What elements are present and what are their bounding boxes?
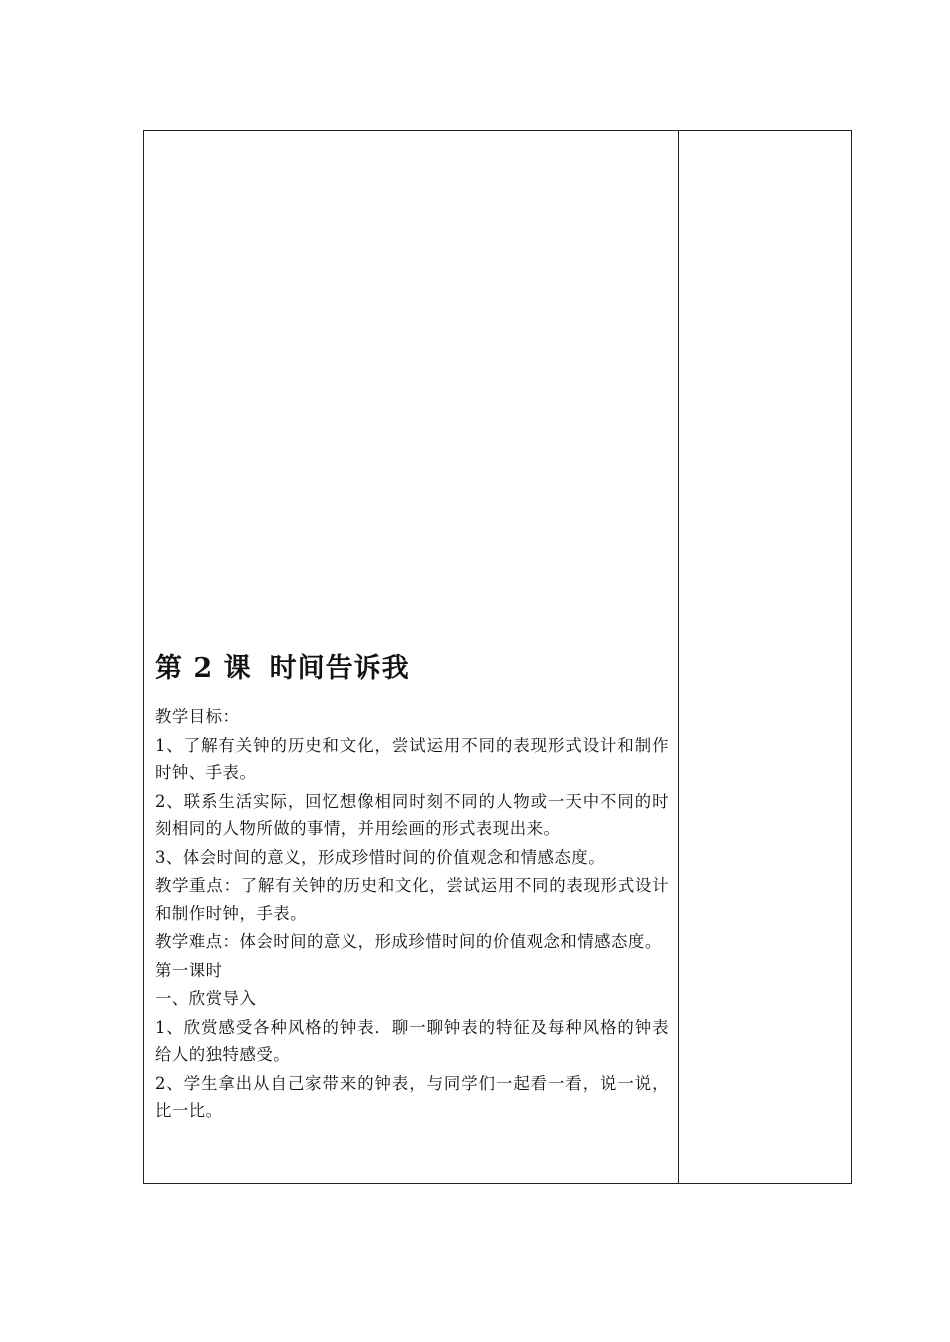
lesson-content-cell (144, 131, 679, 1183)
objectives-heading: 教学目标： (155, 707, 240, 726)
notes-cell (679, 131, 851, 1183)
intro-step-2: 2、学生拿出从自己家带来的钟表，与同学们一起看一看，说一说，比一比。 (155, 1073, 669, 1120)
first-period-heading: 第一课时 (155, 960, 223, 980)
lesson-plan-table (143, 130, 852, 1184)
objective-1: 1、了解有关钟的历史和文化，尝试运用不同的表现形式设计和制作时钟、手表。 (155, 735, 669, 782)
section-heading-intro: 一、欣赏导入 (155, 989, 257, 1008)
difficult-point: 教学难点：体会时间的意义，形成珍惜时间的价值观念和情感态度。 (155, 932, 662, 951)
objective-2: 2、联系生活实际，回忆想像相同时刻不同的人物或一天中不同的时刻相同的人物所做的事情，并用绘画的形式表现出来。 (155, 791, 669, 838)
lesson-title (155, 649, 669, 689)
key-point: 教学重点：了解有关钟的历史和文化，尝试运用不同的表现形式设计和制作时钟，手表。 (155, 876, 669, 923)
intro-step-1: 1、欣赏感受各种风格的钟表．聊一聊钟表的特征及每种风格的钟表给人的独特感受。 (155, 1017, 669, 1064)
lesson-name: 时间告诉我 (269, 653, 410, 684)
lesson-content (155, 649, 669, 1126)
lesson-number: 第 2 课 (155, 653, 252, 684)
objective-3: 3、体会时间的意义，形成珍惜时间的价值观念和情感态度。 (155, 847, 606, 867)
